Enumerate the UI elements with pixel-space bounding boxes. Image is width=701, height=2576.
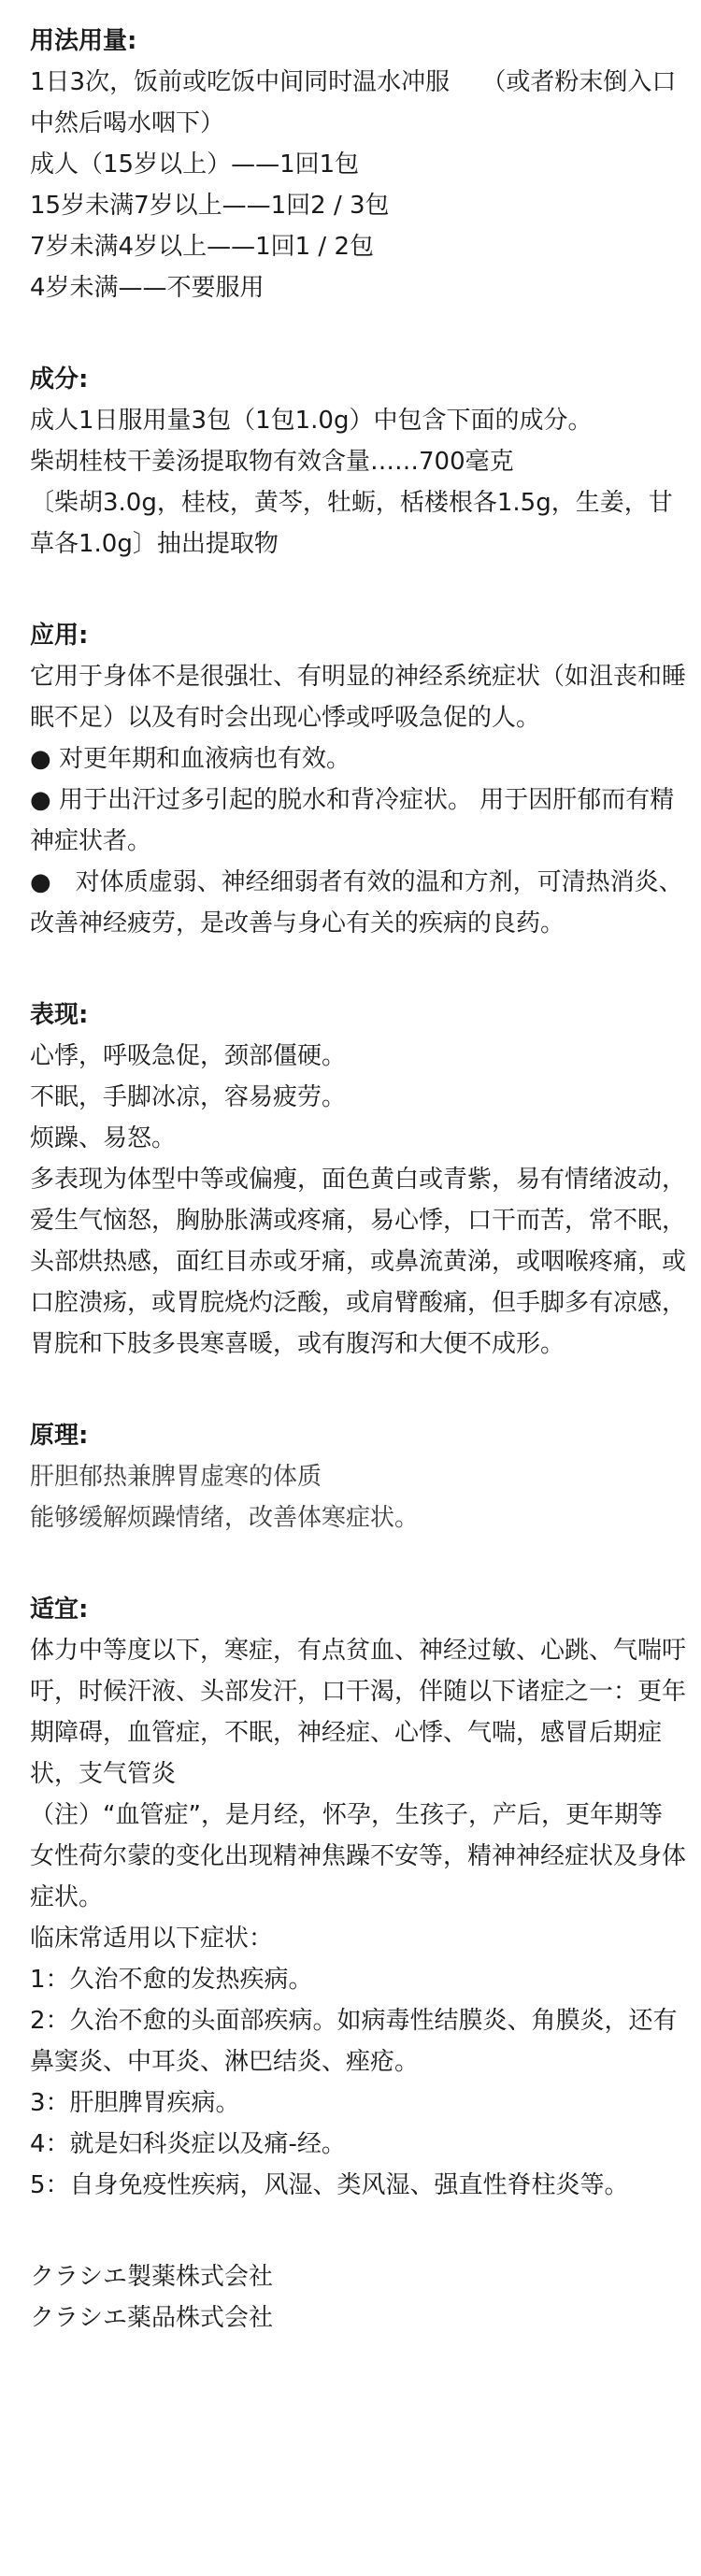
indications-list-item: 4：就是妇科炎症以及痛-经。	[30, 2130, 346, 2158]
usage-heading: 用法用量:	[30, 27, 137, 55]
indications-note: （注）“血管症”，是月经，怀孕，生孩子，产后，更年期等女性荷尔蒙的变化出现精神焦躁不安等，精神神经症状及身体症状。	[30, 1801, 687, 1911]
usage-line: 成人（15岁以上）——1回1包	[30, 150, 360, 179]
indications-section	[30, 1589, 686, 2206]
indications-list-item: 3：肝胆脾胃疾病。	[30, 2089, 240, 2117]
application-line: ● 对更年期和血液病也有效。	[30, 745, 350, 773]
indications-list-item: 2：久治不愈的头面部疾病。如病毒性结膜炎、角膜炎，还有鼻窦炎、中耳炎、淋巴结炎、痤疮。	[30, 2007, 678, 2076]
symptoms-line: 不眠，手脚冰凉，容易疲劳。	[30, 1083, 347, 1111]
indications-list-item: 5：自身免疫性疾病，风湿、类风湿、强直性脊柱炎等。	[30, 2171, 629, 2199]
indications-heading: 适宜:	[30, 1596, 89, 1624]
manufacturer-section	[30, 2256, 686, 2339]
symptoms-section	[30, 995, 686, 1365]
ingredients-section	[30, 359, 686, 565]
principle-line: 肝胆郁热兼脾胃虚寒的体质	[30, 1463, 322, 1491]
seller-name: クラシエ薬品株式会社	[30, 2304, 274, 2332]
principle-section	[30, 1415, 686, 1538]
usage-line: 4岁未满——不要服用	[30, 274, 265, 302]
manufacturer-name: クラシエ製薬株式会社	[30, 2263, 274, 2291]
ingredients-heading: 成分:	[30, 365, 89, 394]
application-heading: 应用:	[30, 622, 89, 650]
symptoms-line: 心悸，呼吸急促，颈部僵硬。	[30, 1042, 347, 1070]
ingredients-line: 成人1日服用量3包（1包1.0g）中包含下面的成分。	[30, 407, 593, 435]
application-section	[30, 615, 686, 944]
application-line: 它用于身体不是很强壮、有明显的神经系统症状（如沮丧和睡眠不足）以及有时会出现心悸或呼吸急促的人。	[30, 663, 687, 732]
symptoms-line: 烦躁、易怒。	[30, 1124, 177, 1152]
application-line: ● 对体质虚弱、神经细弱者有效的温和方剂，可清热消炎、改善神经疲劳，是改善与身心有关的疾病的良药。	[30, 868, 683, 937]
ingredients-line: 柴胡桂枝干姜汤提取物有效含量……700毫克	[30, 448, 514, 476]
indications-line: 体力中等度以下，寒症，有点贫血、神经过敏、心跳、气喘吁吁，时候汗液、头部发汗，口干渴，伴随以下诸症之一：更年期障碍，血管症，不眠，神经症、心悸、气喘，感冒后期症状，支气管炎	[30, 1637, 687, 1788]
indications-line: 临床常适用以下症状：	[30, 1925, 274, 1953]
symptoms-heading: 表现:	[30, 1001, 89, 1029]
indications-list-item: 1：久治不愈的发热疾病。	[30, 1966, 313, 1994]
usage-section	[30, 21, 686, 308]
principle-line: 能够缓解烦躁情绪，改善体寒症状。	[30, 1504, 420, 1532]
application-line: ● 用于出汗过多引起的脱水和背冷症状。 用于因肝郁而有精神症状者。	[30, 786, 675, 855]
symptoms-line: 多表现为体型中等或偏瘦，面色黄白或青紫，易有情绪波动，爱生气恼怒，胸胁胀满或疼痛，易心悸，口干而苦，常不眠，头部烘热感，面红目赤或牙痛，或鼻流黄涕，或咽喉疼痛，或口腔溃疡，或胃脘烧灼泛酸，或肩臂酸痛，但手脚多有凉感，胃脘和下肢多畏寒喜暖，或有腹泻和大便不成形。	[30, 1166, 687, 1358]
ingredients-line: 〔柴胡3.0g，桂枝，黄芩，牡蛎，栝楼根各1.5g，生姜，甘草各1.0g〕抽出提取物	[30, 489, 673, 558]
usage-line: 7岁未满4岁以上——1回1 / 2包	[30, 233, 374, 261]
usage-line: 15岁未满7岁以上——1回2 / 3包	[30, 192, 390, 220]
principle-heading: 原理:	[30, 1422, 89, 1450]
usage-line: 1日3次，饭前或吃饭中间同时温水冲服 （或者粉末倒入口中然后喝水咽下）	[30, 68, 677, 137]
